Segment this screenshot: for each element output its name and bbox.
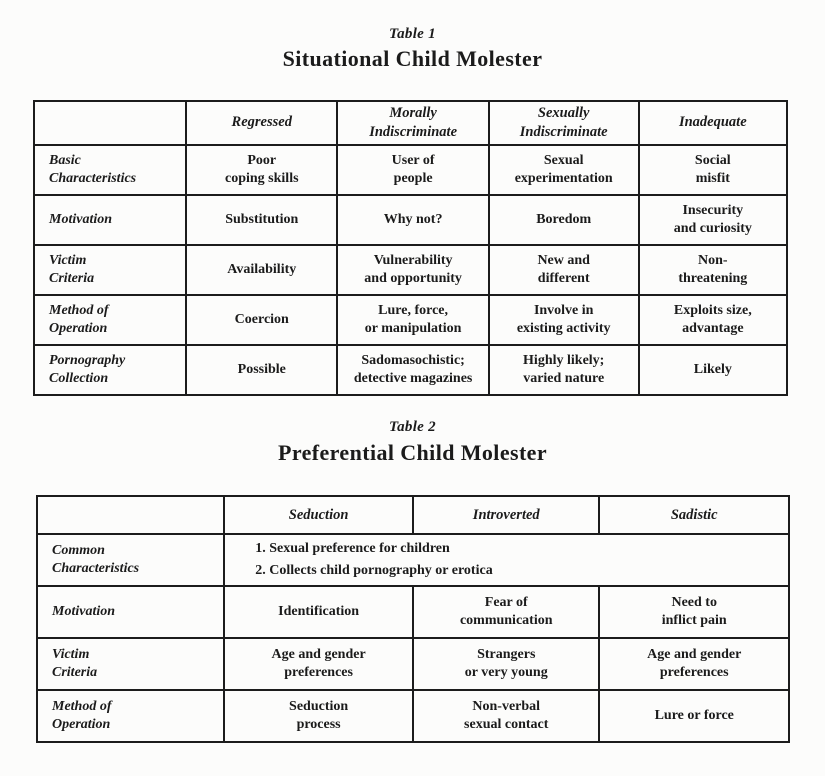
table2-title: Preferential Child Molester [277,440,548,465]
table-cell: Exploits size, advantage [639,295,787,345]
table-cell: Possible [186,345,337,395]
header-cell-empty [34,101,186,145]
table-cell: Highly likely; varied nature [489,345,639,395]
table-row-motivation [34,195,787,245]
table-cell: User of people [337,145,488,195]
preferential-molester-table [36,495,790,743]
table-cell: Likely [639,345,787,395]
table-cell: Age and gender preferences [224,638,413,690]
table1-title: Situational Child Molester [282,46,543,71]
table-cell: New and different [489,245,639,295]
table-cell: Vulnerability and opportunity [337,245,488,295]
table-cell: Non-verbal sexual contact [413,690,599,742]
table-cell: Why not? [337,195,488,245]
situational-molester-table [33,100,788,396]
table-cell: Substitution [186,195,337,245]
table-cell: Fear of communication [413,586,599,638]
table-cell: Identification [224,586,413,638]
row-label: Motivation [34,195,186,245]
table-row-basic-characteristics [34,145,787,195]
table-cell: Non- threatening [639,245,787,295]
table-row-pornography-collection [34,345,787,395]
table-header-row [34,101,787,145]
row-label: Common Characteristics [37,534,224,586]
row-label: Motivation [37,586,224,638]
table-cell: Boredom [489,195,639,245]
table2-caption: Table 2 [389,419,436,435]
header-cell-inadequate: Inadequate [639,101,787,145]
header-cell-morally-indiscriminate: Morally Indiscriminate [337,101,488,145]
row-label: Basic Characteristics [34,145,186,195]
table-cell: Sadomasochistic; detective magazines [337,345,488,395]
row-label: Method of Operation [34,295,186,345]
table-cell: Involve in existing activity [489,295,639,345]
header-cell-sexually-indiscriminate: Sexually Indiscriminate [489,101,639,145]
row-label: Method of Operation [37,690,224,742]
table-row-common-characteristics [37,534,789,586]
header-cell-regressed: Regressed [186,101,337,145]
row-label: Victim Criteria [34,245,186,295]
table1-caption: Table 1 [389,26,436,42]
header-cell-seduction: Seduction [224,496,413,534]
table-cell: Age and gender preferences [599,638,789,690]
table-cell: Coercion [186,295,337,345]
table-header-row [37,496,789,534]
table-cell: Availability [186,245,337,295]
table-cell: Seduction process [224,690,413,742]
table-cell: Sexual experimentation [489,145,639,195]
table-row-method-of-operation [37,690,789,742]
table-cell: Need to inflict pain [599,586,789,638]
header-cell-introverted: Introverted [413,496,599,534]
table-cell: Social misfit [639,145,787,195]
header-cell-sadistic: Sadistic [599,496,789,534]
table-row-method-of-operation [34,295,787,345]
table-row-victim-criteria [34,245,787,295]
table-row-victim-criteria [37,638,789,690]
row-label: Victim Criteria [37,638,224,690]
table-cell: Lure or force [599,690,789,742]
table-cell: Poor coping skills [186,145,337,195]
table-cell-spanned: 1. Sexual preference for children 2. Collects child pornography or erotica [224,534,789,586]
header-cell-empty [37,496,224,534]
table-row-motivation [37,586,789,638]
table-cell: Strangers or very young [413,638,599,690]
table-cell: Insecurity and curiosity [639,195,787,245]
row-label: Pornography Collection [34,345,186,395]
table-cell: Lure, force, or manipulation [337,295,488,345]
